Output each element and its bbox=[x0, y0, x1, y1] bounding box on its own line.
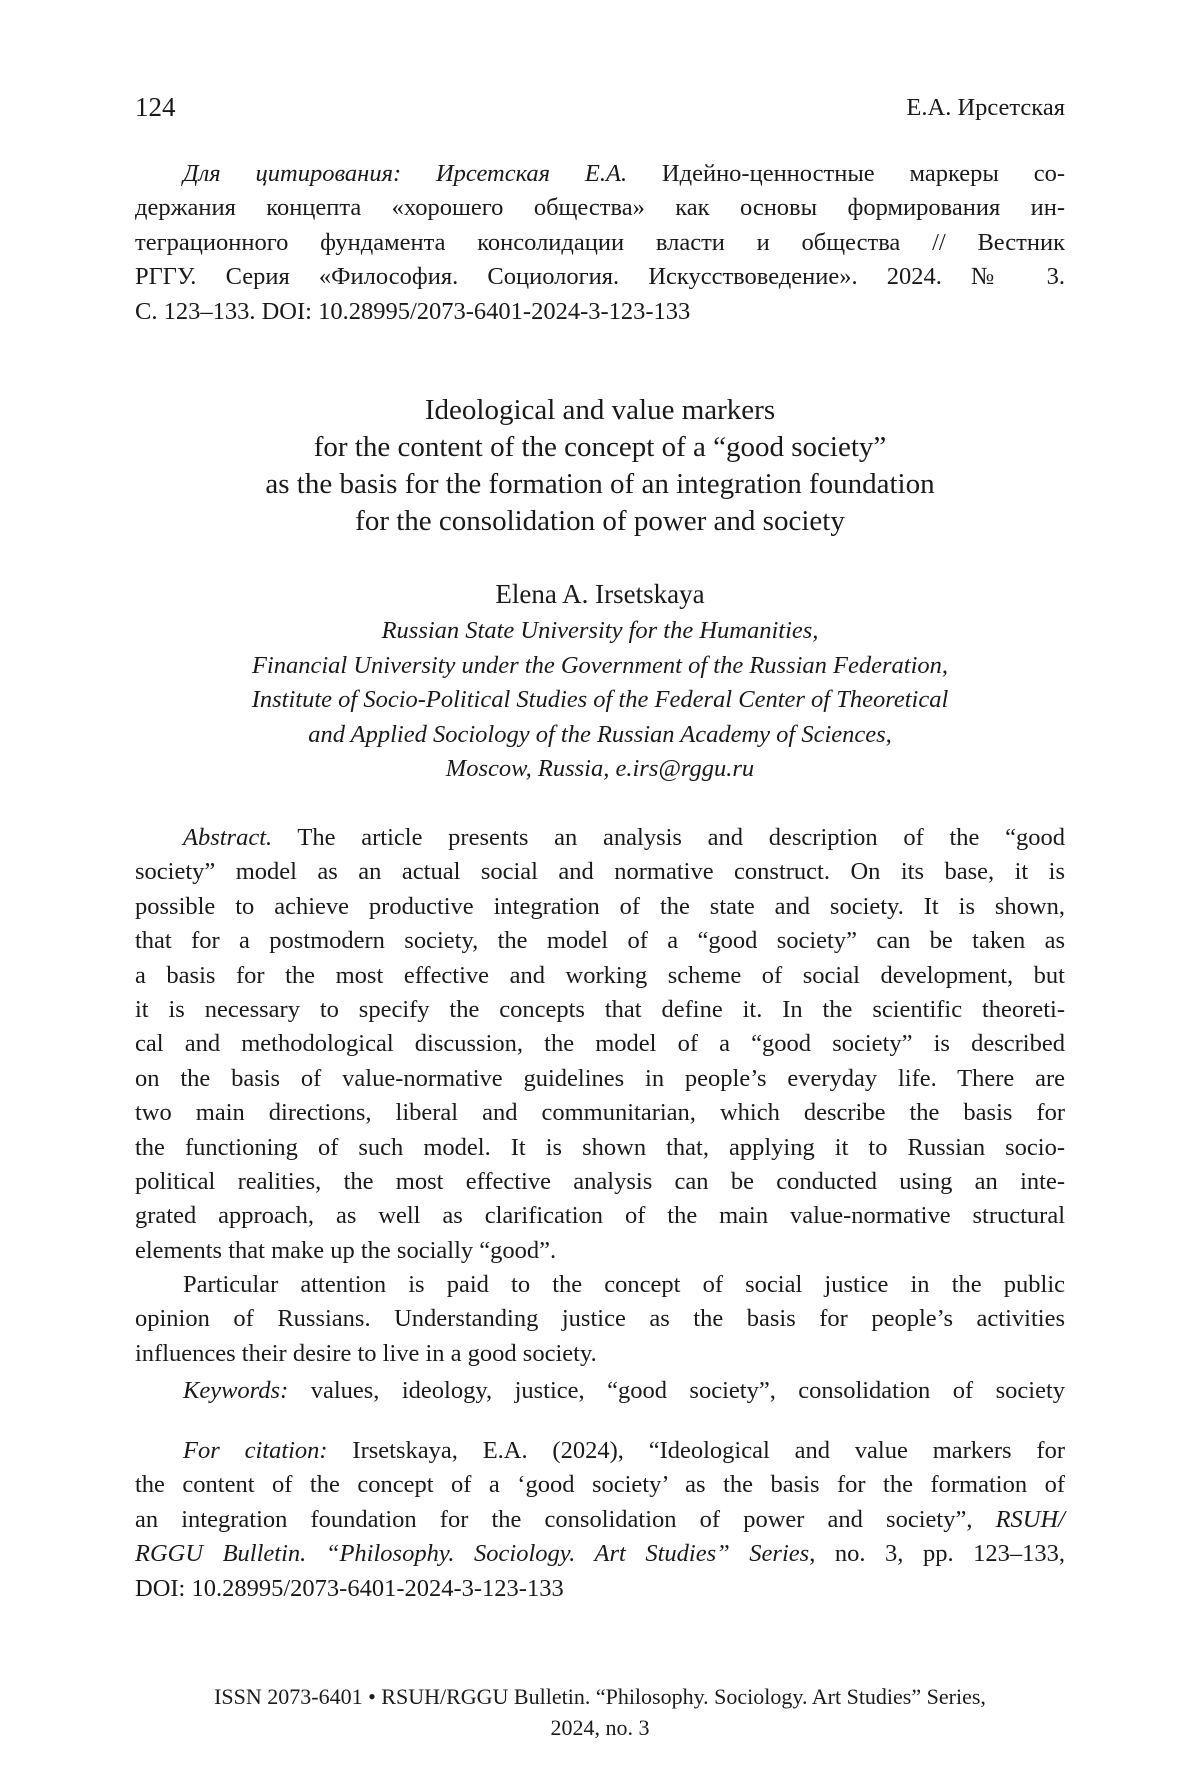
text-line bbox=[135, 1096, 1065, 1130]
text-line bbox=[135, 1572, 1065, 1606]
english-citation bbox=[135, 1434, 1065, 1606]
text: РГГУ. Серия «Философия. Социология. Искусствоведение». 2024. № 3. bbox=[135, 263, 1065, 290]
text-line bbox=[135, 392, 1065, 429]
text: Идейно-ценностные маркеры со- bbox=[627, 160, 1065, 187]
text-line bbox=[135, 649, 1065, 684]
text: , no. 3, pp. 123–133, bbox=[809, 1540, 1065, 1567]
page-footer bbox=[135, 1681, 1065, 1743]
abstract-paragraph-2 bbox=[135, 1268, 1065, 1371]
text: the functioning of such model. It is shown that, applying it to Russian socio- bbox=[135, 1134, 1065, 1161]
running-author: Е.А. Ирсетская bbox=[906, 94, 1065, 122]
italic-text: Financial University under the Government of the Russian Federation, bbox=[252, 652, 948, 679]
text-line bbox=[135, 683, 1065, 718]
text-line bbox=[135, 191, 1065, 225]
text-line bbox=[135, 1199, 1065, 1233]
text-line bbox=[135, 1374, 1065, 1408]
italic-text: Institute of Socio-Political Studies of the Federal Center of Theoretical bbox=[252, 686, 949, 713]
text: Elena A. Irsetskaya bbox=[495, 579, 704, 609]
text-line bbox=[135, 614, 1065, 649]
abstract bbox=[135, 821, 1065, 1268]
author-affiliations bbox=[135, 614, 1065, 787]
text: for the content of the concept of a “good society” bbox=[314, 431, 887, 463]
italic-text: Для цитирования: Ирсетская Е.А. bbox=[183, 160, 627, 187]
text: values, ideology, justice, “good society”, consolidation of society bbox=[288, 1377, 1065, 1404]
text-line bbox=[135, 821, 1065, 855]
text-line bbox=[135, 959, 1065, 993]
text: держания концепта «хорошего общества» как основы формирования ин- bbox=[135, 194, 1065, 221]
italic-text: Moscow, Russia, e.irs@rggu.ru bbox=[446, 755, 754, 782]
text: opinion of Russians. Understanding justice as the basis for people’s activities bbox=[135, 1305, 1065, 1332]
text-line bbox=[135, 1027, 1065, 1061]
text: С. 123–133. DOI: 10.28995/2073-6401-2024-3-123-133 bbox=[135, 298, 690, 325]
text-line bbox=[135, 1537, 1065, 1571]
text: a basis for the most effective and working scheme of social development, but bbox=[135, 962, 1065, 989]
text-line bbox=[135, 1468, 1065, 1502]
text-line bbox=[135, 718, 1065, 753]
text: Irsetskaya, E.A. (2024), “Ideological and value markers for bbox=[328, 1437, 1065, 1464]
italic-text: Russian State University for the Humanities, bbox=[382, 617, 819, 644]
text: Ideological and value markers bbox=[425, 394, 775, 426]
text-line bbox=[135, 466, 1065, 503]
text: on the basis of value-normative guidelines in people’s everyday life. There are bbox=[135, 1065, 1065, 1092]
text: influences their desire to live in a good society. bbox=[135, 1340, 597, 1367]
author-name bbox=[135, 577, 1065, 611]
text-line bbox=[135, 1268, 1065, 1302]
text-line bbox=[135, 1681, 1065, 1712]
text: grated approach, as well as clarification of the main value-normative structural bbox=[135, 1202, 1065, 1229]
text: DOI: 10.28995/2073-6401-2024-3-123-133 bbox=[135, 1575, 564, 1602]
text: the content of the concept of a ‘good society’ as the basis for the formation of bbox=[135, 1471, 1065, 1498]
text-line bbox=[135, 1165, 1065, 1199]
text: it is necessary to specify the concepts that define it. In the scientific theoreti- bbox=[135, 996, 1065, 1023]
text: as the basis for the formation of an integration foundation bbox=[265, 468, 934, 500]
italic-text: For citation: bbox=[183, 1437, 328, 1464]
italic-text: RGGU Bulletin. “Philosophy. Sociology. Art Studies” Series bbox=[135, 1540, 809, 1567]
text-line bbox=[135, 429, 1065, 466]
text: possible to achieve productive integration of the state and society. It is shown, bbox=[135, 893, 1065, 920]
keywords bbox=[135, 1374, 1065, 1408]
text-line bbox=[135, 226, 1065, 260]
text-line bbox=[135, 157, 1065, 191]
text: political realities, the most effective analysis can be conducted using an inte- bbox=[135, 1168, 1065, 1195]
text-line bbox=[135, 1434, 1065, 1468]
text-line bbox=[135, 577, 1065, 611]
text-line bbox=[135, 1131, 1065, 1165]
text: теграционного фундамента консолидации власти и общества // Вестник bbox=[135, 229, 1065, 256]
text-line bbox=[135, 1234, 1065, 1268]
text-line bbox=[135, 1337, 1065, 1371]
text-line bbox=[135, 752, 1065, 787]
text-line bbox=[135, 260, 1065, 294]
text-line bbox=[135, 890, 1065, 924]
text: society” model as an actual social and normative construct. On its base, it is bbox=[135, 858, 1065, 885]
text: ISSN 2073-6401 • RSUH/RGGU Bulletin. “Philosophy. Sociology. Art Studies” Series, bbox=[214, 1684, 986, 1709]
italic-text: Keywords: bbox=[183, 1377, 288, 1404]
text: an integration foundation for the consolidation of power and society”, bbox=[135, 1506, 996, 1533]
text-line bbox=[135, 1062, 1065, 1096]
russian-citation bbox=[135, 157, 1065, 329]
text: two main directions, liberal and communitarian, which describe the basis for bbox=[135, 1099, 1065, 1126]
text: Particular attention is paid to the concept of social justice in the public bbox=[183, 1271, 1065, 1298]
text: 2024, no. 3 bbox=[551, 1715, 650, 1740]
text-line bbox=[135, 1302, 1065, 1336]
text-line bbox=[135, 295, 1065, 329]
text: elements that make up the socially “good”. bbox=[135, 1237, 556, 1264]
article-title bbox=[135, 392, 1065, 540]
text-line bbox=[135, 503, 1065, 540]
italic-text: Abstract. bbox=[183, 824, 272, 851]
text-line bbox=[135, 924, 1065, 958]
text-line bbox=[135, 1712, 1065, 1743]
text: cal and methodological discussion, the model of a “good society” is described bbox=[135, 1030, 1065, 1057]
text-line bbox=[135, 1503, 1065, 1537]
text-line bbox=[135, 993, 1065, 1027]
text-line bbox=[135, 855, 1065, 889]
text: that for a postmodern society, the model of a “good society” can be taken as bbox=[135, 927, 1065, 954]
text: The article presents an analysis and description of the “good bbox=[272, 824, 1065, 851]
italic-text: RSUH/ bbox=[996, 1506, 1065, 1533]
text: for the consolidation of power and society bbox=[355, 505, 845, 537]
page-number: 124 bbox=[135, 92, 176, 123]
italic-text: and Applied Sociology of the Russian Academy of Sciences, bbox=[308, 721, 892, 748]
